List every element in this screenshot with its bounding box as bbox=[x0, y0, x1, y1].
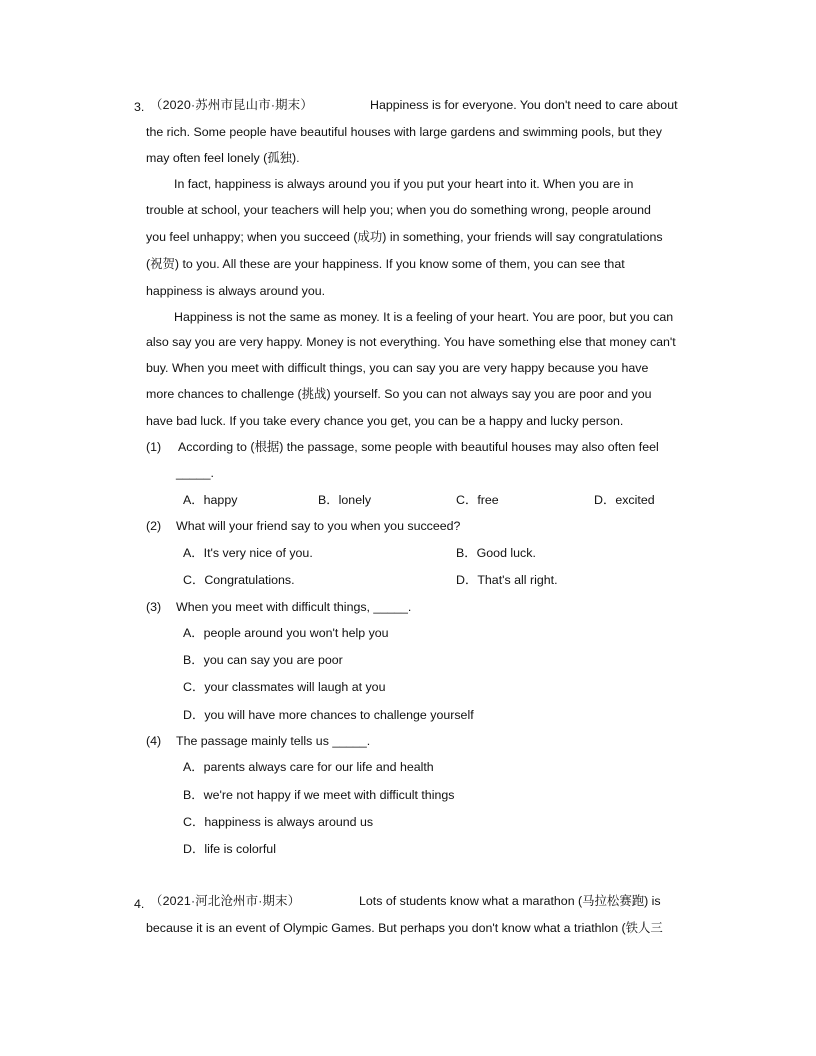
option-a[interactable]: A．people around you won't help you bbox=[183, 626, 389, 640]
option-c[interactable]: C．Congratulations. bbox=[183, 573, 295, 587]
option-d[interactable]: D．you will have more chances to challenge yourself bbox=[183, 708, 474, 722]
option-b[interactable]: B．you can say you are poor bbox=[183, 653, 343, 667]
option-d[interactable]: D．excited bbox=[594, 493, 655, 507]
option-a[interactable]: A．parents always care for our life and health bbox=[183, 760, 434, 774]
option-a[interactable]: A．happy bbox=[183, 493, 238, 507]
subquestion-number: (4) bbox=[146, 734, 162, 748]
passage-line: Happiness is not the same as money. It is a feeling of your heart. You are poor, but you can bbox=[174, 310, 674, 324]
passage-line: the rich. Some people have beautiful houses with large gardens and swimming pools, but they bbox=[146, 125, 662, 139]
passage-line: (祝贺) to you. All these are your happiness. If you know some of them, you can see that bbox=[146, 257, 625, 271]
question-4-source: （2021·河北沧州市·期末） bbox=[150, 894, 301, 908]
passage-line: happiness is always around you. bbox=[146, 284, 326, 298]
subquestion-stem: What will your friend say to you when you succeed? bbox=[176, 519, 461, 533]
option-b[interactable]: B．we're not happy if we meet with difficult things bbox=[183, 788, 455, 802]
subquestion-stem: When you meet with difficult things, _____. bbox=[176, 600, 412, 614]
option-c[interactable]: C．free bbox=[456, 493, 499, 507]
passage-line: have bad luck. If you take every chance you get, you can be a happy and lucky person. bbox=[146, 414, 624, 428]
subquestion-stem: The passage mainly tells us _____. bbox=[176, 734, 371, 748]
question-3-source: （2020·苏州市昆山市·期末） bbox=[150, 98, 313, 112]
option-d[interactable]: D．That's all right. bbox=[456, 573, 558, 587]
passage-line: you feel unhappy; when you succeed (成功) in something, your friends will say congratulations bbox=[146, 230, 663, 244]
subquestion-number: (3) bbox=[146, 600, 162, 614]
option-b[interactable]: B．lonely bbox=[318, 493, 372, 507]
passage-line: trouble at school, your teachers will help you; when you do something wrong, people around bbox=[146, 203, 651, 217]
passage-line: more chances to challenge (挑战) yourself. So you can not always say you are poor and you bbox=[146, 387, 652, 401]
answer-blank: _____. bbox=[176, 466, 214, 480]
option-d[interactable]: D．life is colorful bbox=[183, 842, 276, 856]
question-3-number: 3. bbox=[134, 100, 145, 114]
passage-line: also say you are very happy. Money is not everything. You have something else that money can't bbox=[146, 335, 676, 349]
option-c[interactable]: C．happiness is always around us bbox=[183, 815, 374, 829]
question-4-number: 4. bbox=[134, 897, 145, 911]
option-a[interactable]: A．It's very nice of you. bbox=[183, 546, 313, 560]
option-c[interactable]: C．your classmates will laugh at you bbox=[183, 680, 386, 694]
subquestion-number: (2) bbox=[146, 519, 162, 533]
passage-line: because it is an event of Olympic Games. But perhaps you don't know what a triathlon (铁人三 bbox=[146, 921, 663, 935]
option-b[interactable]: B．Good luck. bbox=[456, 546, 536, 560]
passage-line: In fact, happiness is always around you if you put your heart into it. When you are in bbox=[174, 177, 634, 191]
subquestion-number: (1) bbox=[146, 440, 162, 454]
passage-line: Happiness is for everyone. You don't need to care about bbox=[370, 98, 678, 112]
subquestion-stem: According to (根据) the passage, some people with beautiful houses may also often feel bbox=[178, 440, 659, 454]
passage-line: may often feel lonely (孤独). bbox=[146, 151, 300, 165]
passage-line: Lots of students know what a marathon (马拉松赛跑) is bbox=[359, 894, 661, 908]
passage-line: buy. When you meet with difficult things, you can say you are very happy because you have bbox=[146, 361, 649, 375]
